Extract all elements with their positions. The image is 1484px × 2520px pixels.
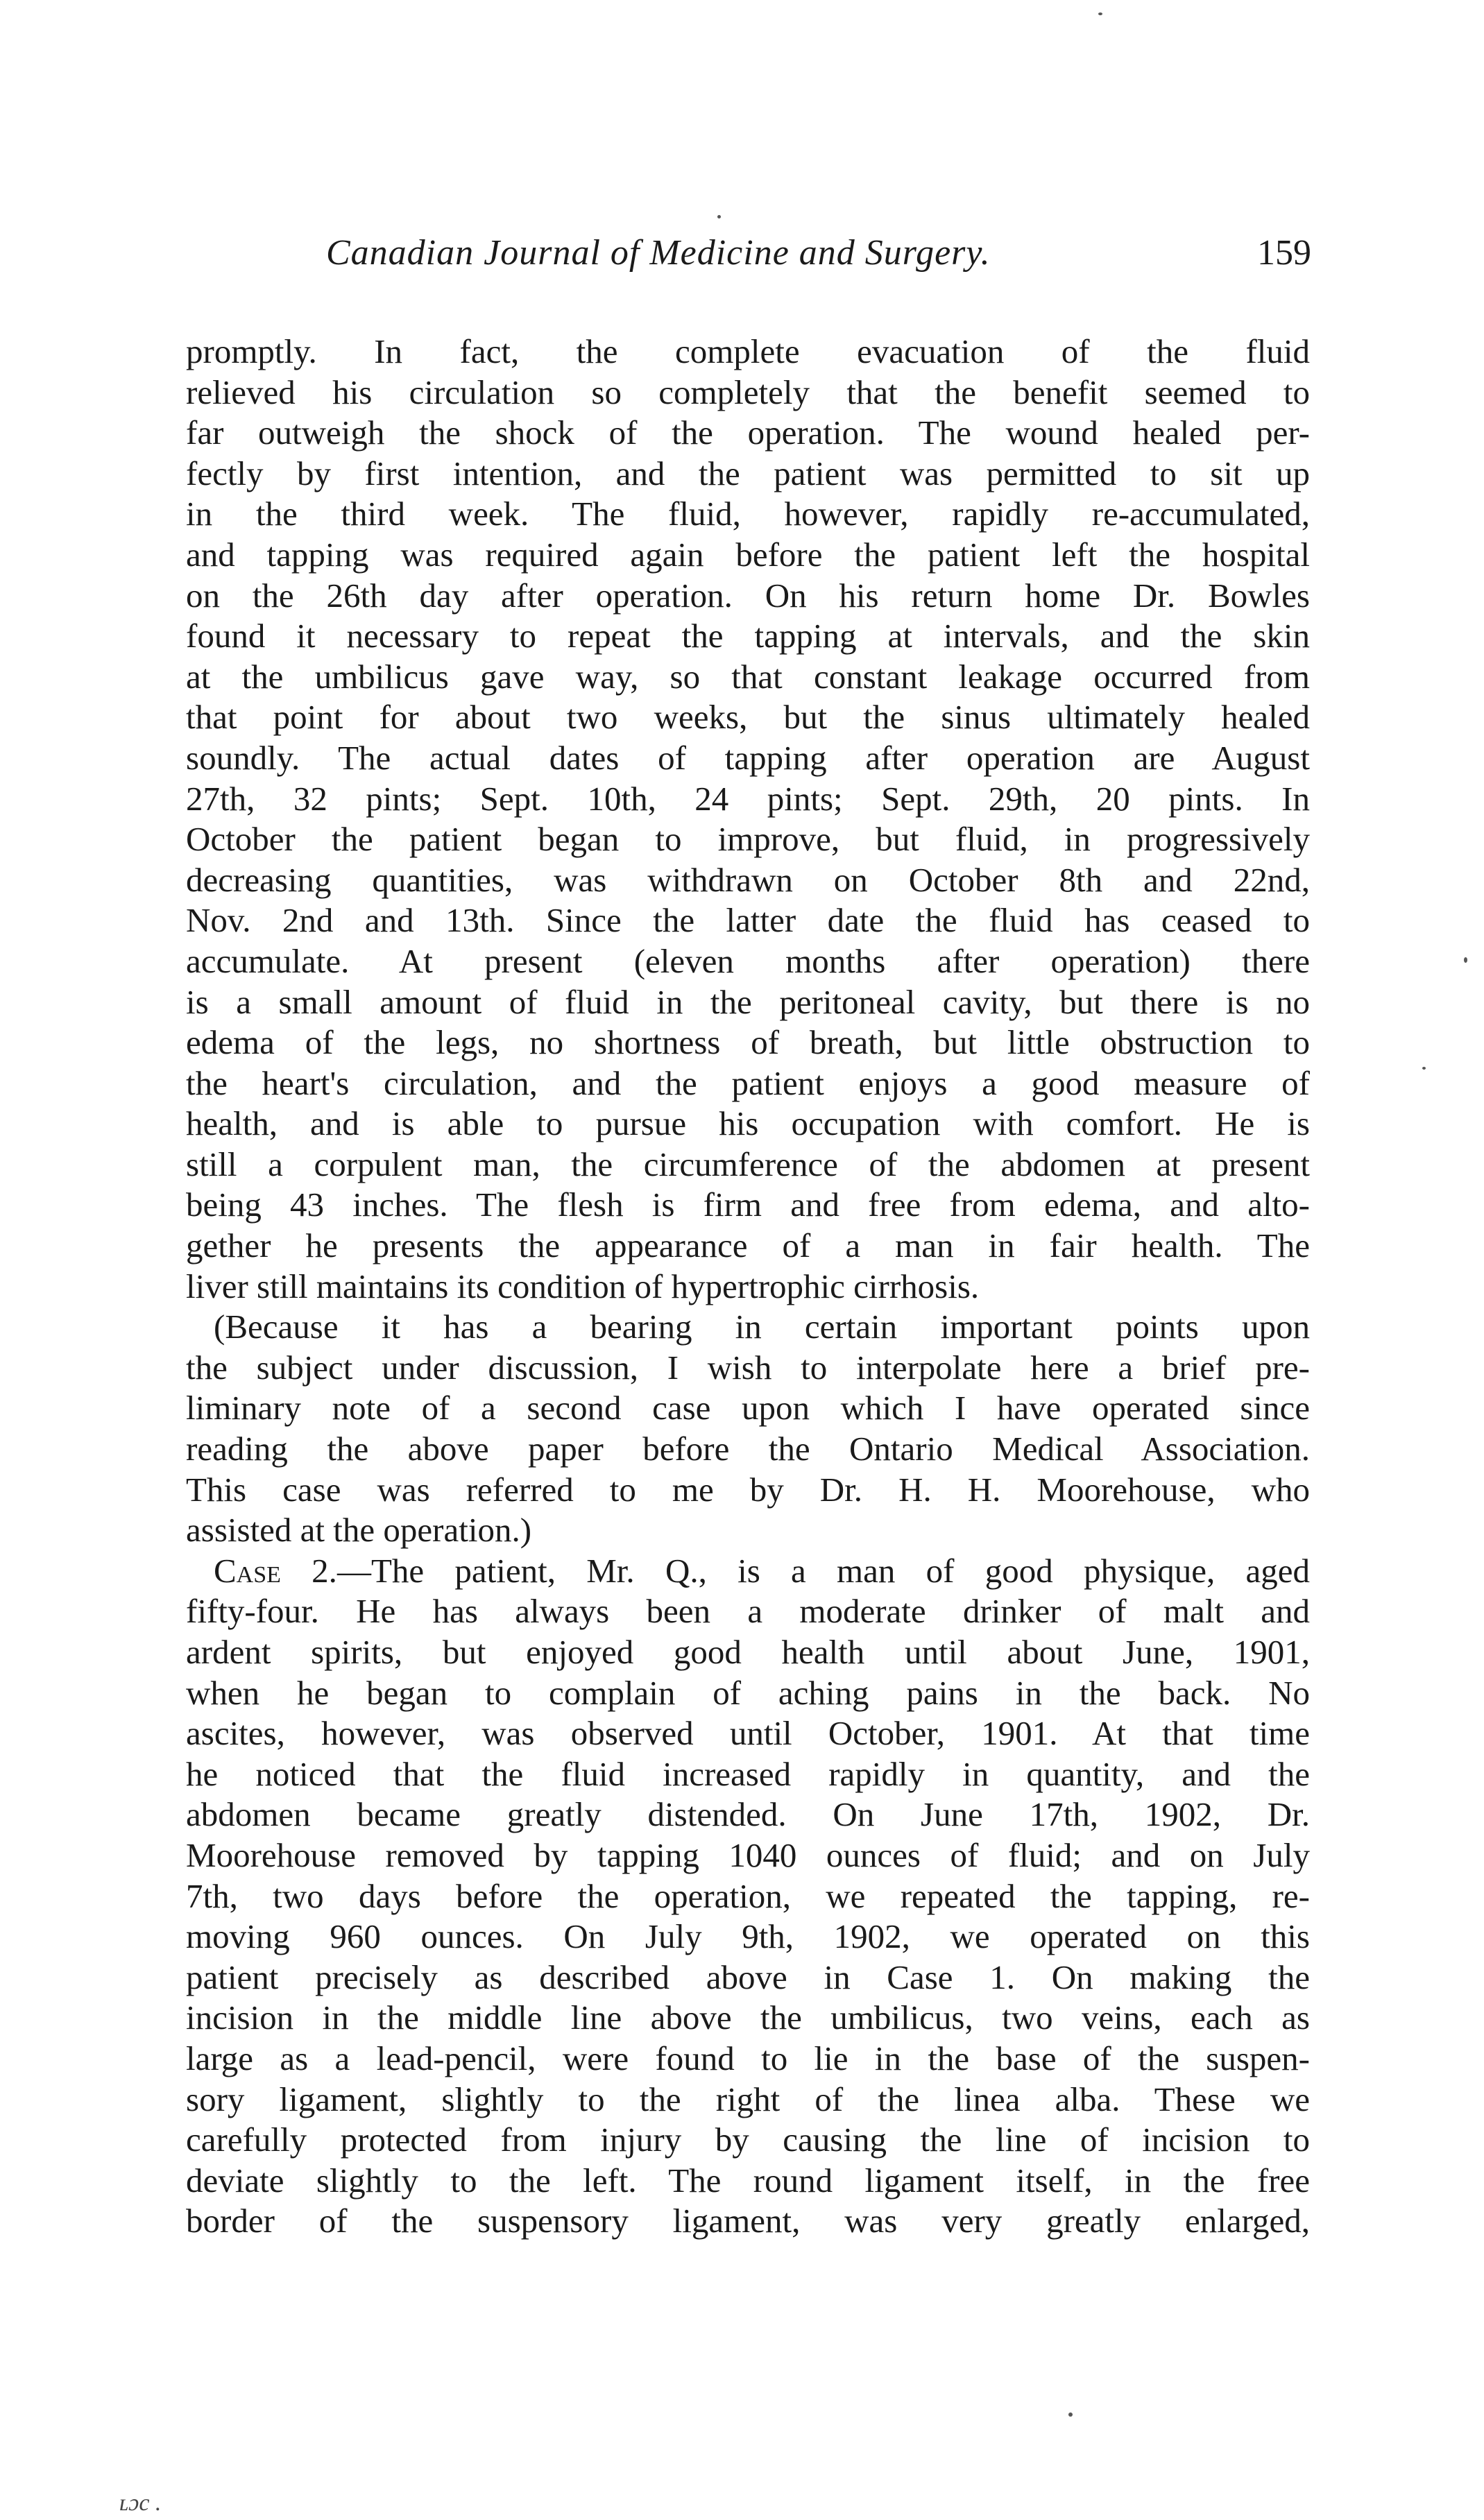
- text-line: when he began to complain of aching pains in the back. No: [186, 1673, 1310, 1712]
- text-line: deviate slightly to the left. The round ligament itself, in the free: [186, 2161, 1310, 2200]
- text-line: promptly. In fact, the complete evacuation of the fluid: [186, 332, 1310, 370]
- text-line: liminary note of a second case upon which I have operated since: [186, 1389, 1310, 1428]
- text-line: the heart's circulation, and the patient enjoys a good measure of: [186, 1063, 1310, 1102]
- text-line: he noticed that the fluid increased rapidly in quantity, and the: [186, 1754, 1310, 1793]
- text-line: and tapping was required again before the patient left the hospital: [186, 535, 1310, 574]
- text-line: border of the suspensory ligament, was very greatly enlarged,: [186, 2202, 1310, 2240]
- paragraph-case-1-continued: [186, 332, 1310, 1307]
- scan-speck: [1068, 2412, 1073, 2417]
- text-line: carefully protected from injury by causing the line of incision to: [186, 2120, 1310, 2159]
- text-line: (Because it has a bearing in certain important points upon: [214, 1308, 1310, 1346]
- text-line: the subject under discussion, I wish to interpolate here a brief pre-: [186, 1348, 1310, 1387]
- page-number: 159: [1257, 233, 1311, 273]
- text-line: incision in the middle line above the umbilicus, two veins, each as: [186, 1998, 1310, 2037]
- text-line: still a corpulent man, the circumference of the abdomen at present: [186, 1145, 1310, 1183]
- text-line: that point for about two weeks, but the sinus ultimately healed: [186, 698, 1310, 737]
- scan-speck: [1098, 12, 1102, 15]
- text-line: soundly. The actual dates of tapping after operation are August: [186, 738, 1310, 777]
- footer-scrap: ʟɔc .: [119, 2490, 162, 2516]
- text-line: 27th, 32 pints; Sept. 10th, 24 pints; Sept. 29th, 20 pints. In: [186, 779, 1310, 818]
- text-line: edema of the legs, no shortness of breath, but little obstruction to: [186, 1023, 1310, 1062]
- text-line: ascites, however, was observed until October, 1901. At that time: [186, 1714, 1310, 1753]
- text-line: fifty-four. He has always been a moderate drinker of malt and: [186, 1592, 1310, 1631]
- text-line: patient precisely as described above in Case 1. On making the: [186, 1957, 1310, 1996]
- running-title: Canadian Journal of Medicine and Surgery.: [326, 233, 991, 273]
- text-line: accumulate. At present (eleven months after operation) there: [186, 941, 1310, 980]
- text-line: [186, 1551, 1310, 1592]
- text-line: Nov. 2nd and 13th. Since the latter date the fluid has ceased to: [186, 901, 1310, 940]
- text-line: large as a lead-pencil, were found to lie in the base of the suspen-: [186, 2039, 1310, 2077]
- body-text: [186, 332, 1310, 2242]
- text-line: relieved his circulation so completely that the benefit seemed to: [186, 372, 1310, 411]
- text-line: sory ligament, slightly to the right of the linea alba. These we: [186, 2080, 1310, 2118]
- text-line: reading the above paper before the Ontario Medical Association.: [186, 1430, 1310, 1468]
- text-line: being 43 inches. The flesh is firm and free from edema, and alto-: [186, 1185, 1310, 1224]
- scan-speck: [717, 215, 721, 218]
- text-line: This case was referred to me by Dr. H. H. Moorehouse, who: [186, 1470, 1310, 1509]
- paragraph-interpolation-note: [186, 1307, 1310, 1551]
- text-line: far outweigh the shock of the operation. The wound healed per-: [186, 413, 1310, 452]
- text-line: at the umbilicus gave way, so that constant leakage occurred from: [186, 657, 1310, 696]
- paragraph-case-2: [186, 1551, 1310, 2242]
- text-line: gether he presents the appearance of a man in fair health. The: [186, 1226, 1310, 1265]
- text-line: October the patient began to improve, but fluid, in progressively: [186, 820, 1310, 859]
- text-line: Moorehouse removed by tapping 1040 ounces of fluid; and on July: [186, 1835, 1310, 1874]
- text-line: liver still maintains its condition of hypertrophic cirrhosis.: [186, 1267, 980, 1305]
- text-line: in the third week. The fluid, however, rapidly re-accumulated,: [186, 495, 1310, 533]
- text-line: abdomen became greatly distended. On June 17th, 1902, Dr.: [186, 1795, 1310, 1834]
- text-line: is a small amount of fluid in the peritoneal cavity, but there is no: [186, 982, 1310, 1021]
- scan-speck: [1422, 1067, 1426, 1070]
- text-line: decreasing quantities, was withdrawn on October 8th and 22nd,: [186, 860, 1310, 899]
- text-line: health, and is able to pursue his occupation with comfort. He is: [186, 1104, 1310, 1143]
- scan-speck: [1464, 957, 1467, 963]
- text-line: fectly by first intention, and the patient was permitted to sit up: [186, 454, 1310, 492]
- text-line: ardent spirits, but enjoyed good health until about June, 1901,: [186, 1633, 1310, 1671]
- page-header: [187, 232, 1311, 288]
- text-line: assisted at the operation.): [186, 1511, 532, 1550]
- text-run: —The patient, Mr. Q., is a man of good physique, aged: [336, 1551, 1310, 1590]
- text-line: on the 26th day after operation. On his return home Dr. Bowles: [186, 576, 1310, 615]
- text-line: 7th, two days before the operation, we repeated the tapping, re-: [186, 1876, 1310, 1915]
- case-label: Case 2.: [214, 1551, 337, 1590]
- text-line: moving 960 ounces. On July 9th, 1902, we operated on this: [186, 1917, 1310, 1956]
- text-line: found it necessary to repeat the tapping at intervals, and the skin: [186, 617, 1310, 655]
